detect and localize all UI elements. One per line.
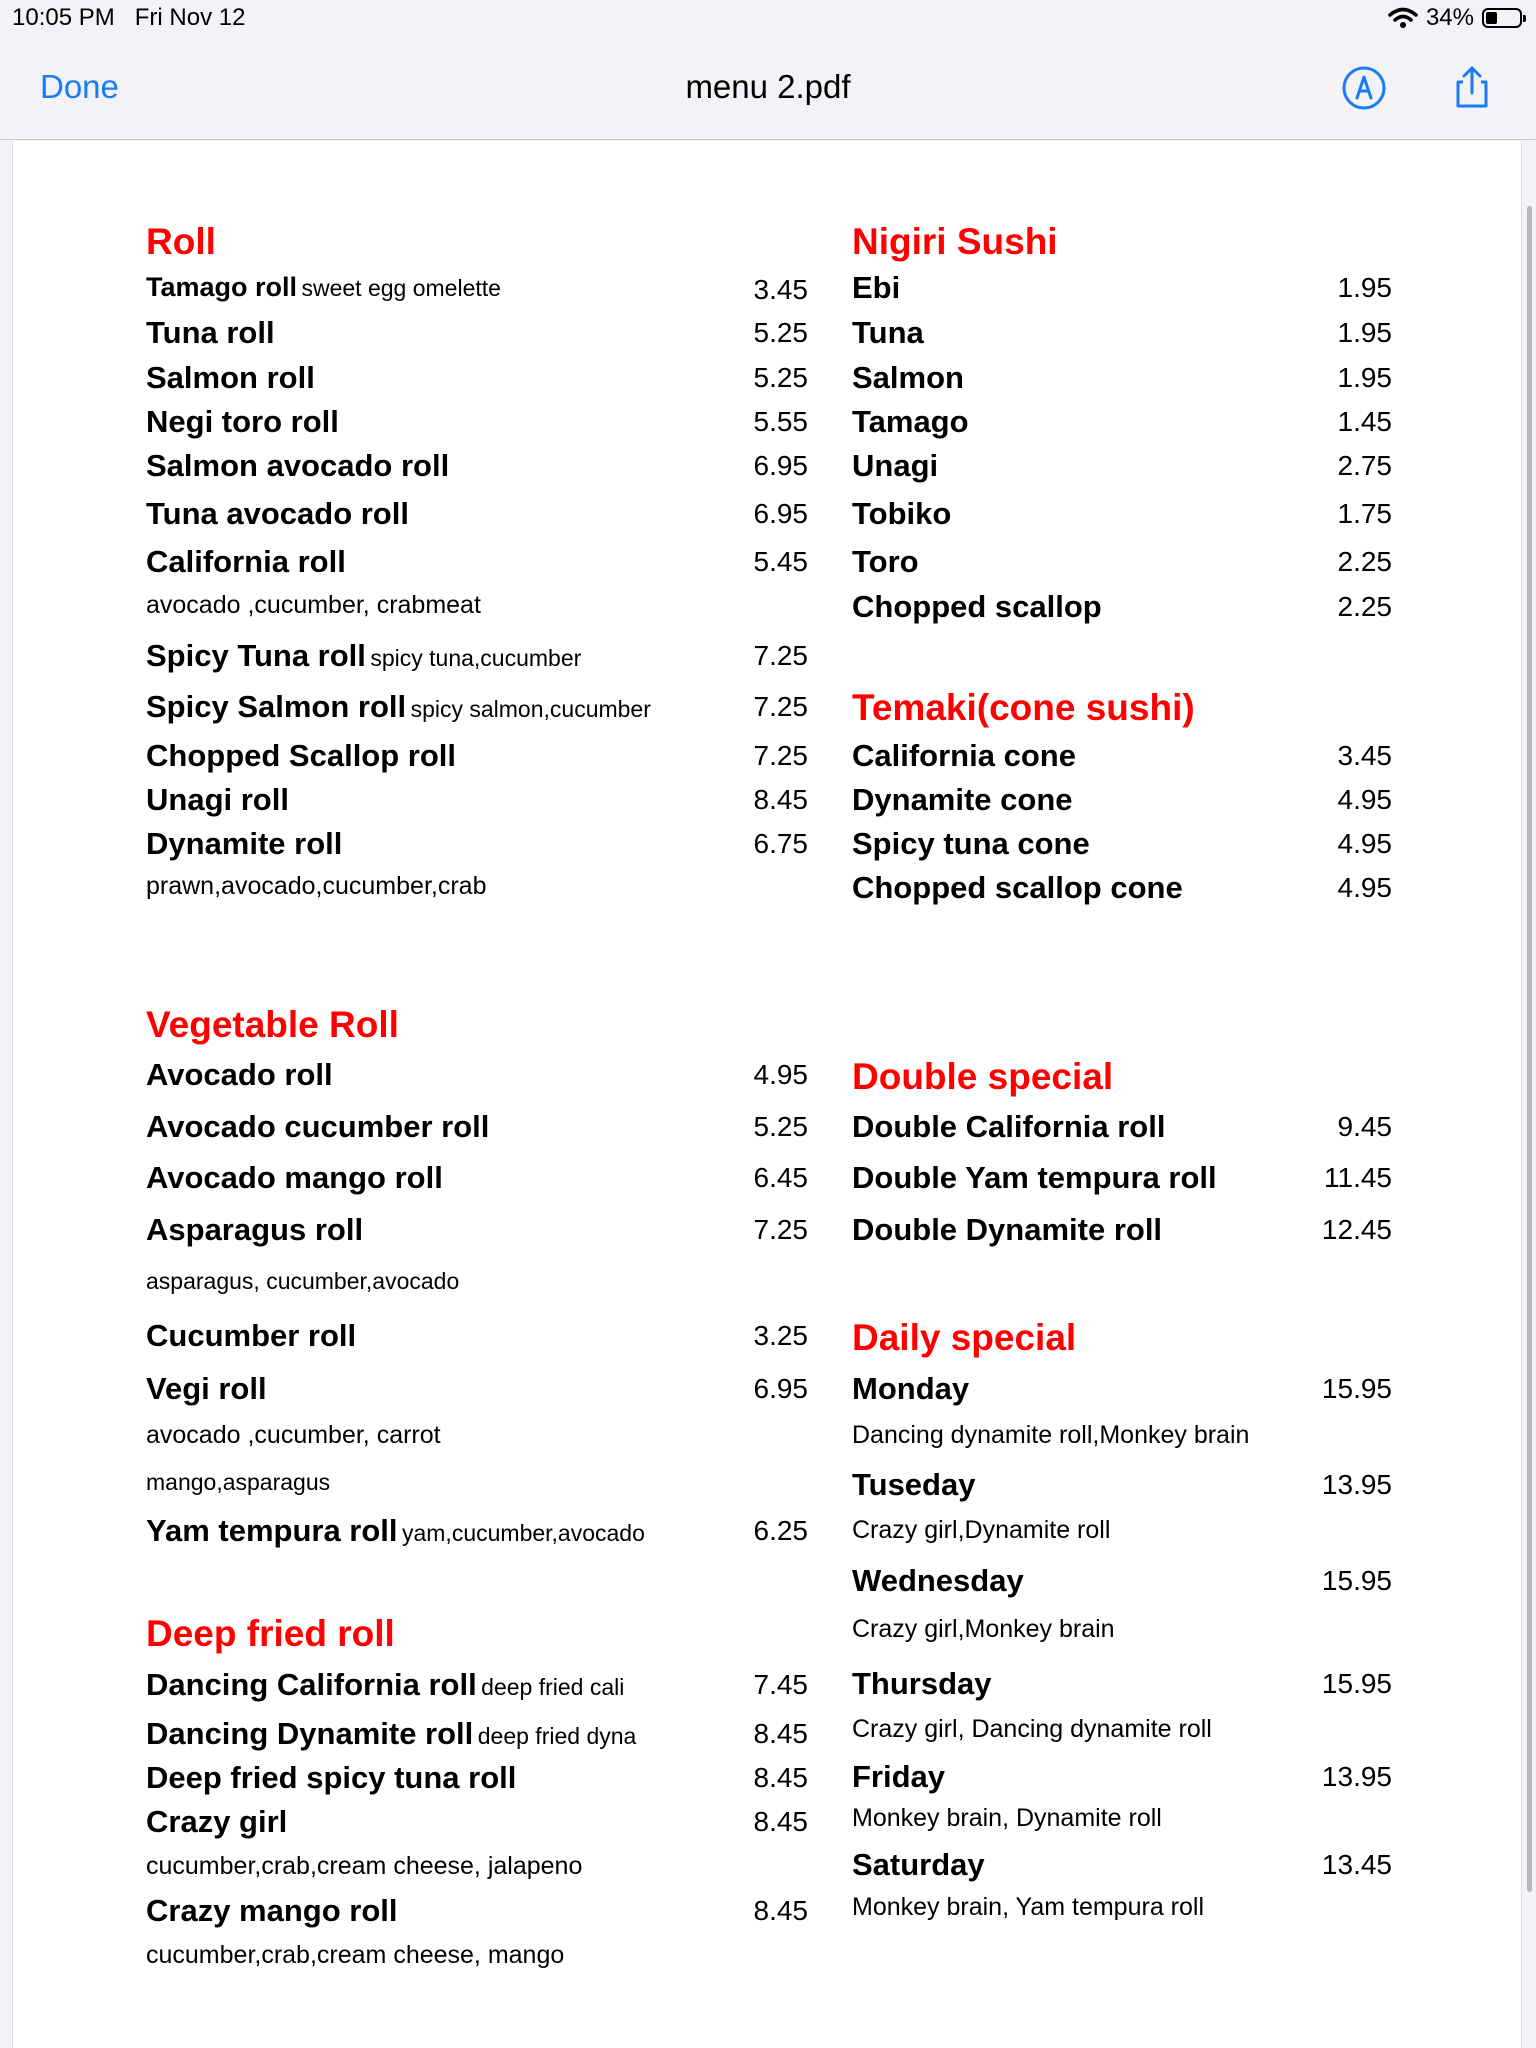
menu-item: [852, 1847, 1392, 1883]
item-price: 1.95: [1337, 362, 1392, 393]
item-name: Tuna avocado roll: [146, 496, 409, 531]
item-price: 6.95: [753, 450, 808, 481]
item-price: 6.45: [753, 1162, 808, 1193]
item-price: 1.45: [1337, 406, 1392, 437]
menu-item: [852, 496, 1392, 532]
menu-item: [146, 1716, 808, 1752]
item-price: 6.25: [753, 1515, 808, 1546]
markup-icon[interactable]: [1336, 60, 1392, 116]
item-price: 2.75: [1337, 450, 1392, 481]
item-price: 5.45: [753, 546, 808, 577]
item-name: Dynamite roll: [146, 826, 343, 861]
item-price: 7.25: [753, 640, 808, 671]
section-heading: Nigiri Sushi: [852, 221, 1058, 262]
item-price: 15.95: [1321, 1668, 1392, 1699]
item-description: cucumber,crab,cream cheese, jalapeno: [146, 1852, 583, 1880]
item-name: Spicy Tuna roll: [146, 638, 366, 673]
section-heading: Deep fried roll: [146, 1613, 395, 1654]
battery-icon: [1482, 8, 1522, 28]
item-name: Crazy girl: [146, 1804, 288, 1839]
item-name: Chopped scallop cone: [852, 870, 1183, 905]
menu-item: [146, 689, 808, 725]
item-price: 12.45: [1321, 1214, 1392, 1245]
item-name: Friday: [852, 1759, 946, 1794]
item-price: 8.45: [753, 1895, 808, 1926]
item-price: 4.95: [753, 1059, 808, 1090]
item-price: 3.45: [753, 274, 808, 305]
item-name: Tobiko: [852, 496, 952, 531]
menu-item: [146, 638, 808, 674]
menu-item: [146, 1160, 808, 1196]
item-name: Dancing California roll: [146, 1667, 477, 1702]
item-price: 4.95: [1337, 784, 1392, 815]
item-price: 5.25: [753, 1111, 808, 1142]
wifi-icon: [1388, 7, 1418, 29]
item-description: Monkey brain, Dynamite roll: [852, 1804, 1162, 1832]
item-name: Avocado mango roll: [146, 1160, 443, 1195]
item-name: Vegi roll: [146, 1371, 267, 1406]
menu-item: [146, 826, 808, 862]
item-description: Dancing dynamite roll,Monkey brain: [852, 1421, 1250, 1449]
item-name: Cucumber roll: [146, 1318, 357, 1353]
menu-item: [852, 404, 1392, 440]
item-name: Tuna roll: [146, 315, 275, 350]
item-name: Wednesday: [852, 1563, 1024, 1598]
menu-item: [146, 315, 808, 351]
menu-item: [146, 782, 808, 818]
item-name: Deep fried spicy tuna roll: [146, 1760, 517, 1795]
item-price: 2.25: [1337, 591, 1392, 622]
menu-item: [852, 1109, 1392, 1145]
share-icon[interactable]: [1444, 60, 1500, 116]
menu-item: [146, 1212, 808, 1248]
item-price: 5.25: [753, 317, 808, 348]
menu-item: [146, 496, 808, 532]
item-name: Spicy tuna cone: [852, 826, 1090, 861]
menu-item: [146, 1893, 808, 1929]
item-inline-description: sweet egg omelette: [301, 275, 501, 301]
menu-item: [146, 1804, 808, 1840]
battery-percent: 34%: [1425, 4, 1474, 31]
item-name: Chopped Scallop roll: [146, 738, 457, 773]
section-heading: Double special: [852, 1056, 1114, 1097]
item-name: Saturday: [852, 1847, 985, 1882]
status-date: Fri Nov 12: [134, 4, 246, 31]
item-price: 15.95: [1321, 1373, 1392, 1404]
menu-item: [146, 1318, 808, 1354]
item-price: 13.95: [1321, 1469, 1392, 1500]
navigation-bar: [0, 40, 1536, 140]
item-description: Crazy girl,Dynamite roll: [852, 1516, 1111, 1544]
document-title: menu 2.pdf: [685, 68, 851, 105]
section-heading: Roll: [146, 221, 216, 262]
item-name: Thursday: [852, 1666, 992, 1701]
item-price: 4.95: [1337, 872, 1392, 903]
item-name: Unagi: [852, 448, 939, 483]
menu-item: [852, 870, 1392, 906]
item-name: Yam tempura roll: [146, 1513, 398, 1548]
menu-item: [852, 1563, 1392, 1599]
item-price: 6.75: [753, 828, 808, 859]
menu-item: [146, 1760, 808, 1796]
item-name: Salmon avocado roll: [146, 448, 450, 483]
section-heading: Vegetable Roll: [146, 1004, 399, 1045]
menu-item: [146, 1667, 808, 1703]
menu-item: [146, 448, 808, 484]
item-name: Tuseday: [852, 1467, 976, 1502]
menu-item: [852, 782, 1392, 818]
done-button[interactable]: Done: [40, 68, 119, 105]
item-description: Crazy girl,Monkey brain: [852, 1615, 1115, 1643]
item-price: 1.95: [1337, 272, 1392, 303]
menu-item: [146, 404, 808, 440]
item-name: Salmon roll: [146, 360, 315, 395]
item-name: Avocado cucumber roll: [146, 1109, 490, 1144]
menu-item: [146, 1371, 808, 1407]
status-indicators: [1388, 4, 1522, 32]
status-time: [12, 4, 245, 32]
menu-item: [852, 589, 1392, 625]
scrollbar[interactable]: [1527, 206, 1532, 1892]
item-description: asparagus, cucumber,avocado: [146, 1268, 460, 1294]
item-inline-description: deep fried dyna: [477, 1723, 637, 1749]
pdf-page[interactable]: [12, 141, 1522, 2048]
item-price: 8.45: [753, 784, 808, 815]
item-price: 13.95: [1321, 1761, 1392, 1792]
item-price: 4.95: [1337, 828, 1392, 859]
item-price: 7.25: [753, 691, 808, 722]
item-description: avocado ,cucumber, crabmeat: [146, 591, 481, 619]
item-inline-description: yam,cucumber,avocado: [401, 1520, 645, 1546]
item-price: 8.45: [753, 1806, 808, 1837]
menu-item: [852, 1467, 1392, 1503]
item-inline-description: deep fried cali: [481, 1674, 625, 1700]
item-description: cucumber,crab,cream cheese, mango: [146, 1941, 565, 1969]
status-bar: [0, 0, 1536, 40]
item-name: Double California roll: [852, 1109, 1166, 1144]
item-description: mango,asparagus: [146, 1469, 331, 1495]
item-name: Tamago: [852, 404, 969, 439]
item-name: Tamago roll: [146, 272, 298, 302]
item-price: 1.95: [1337, 317, 1392, 348]
menu-item: [146, 1513, 808, 1549]
menu-item: [852, 1371, 1392, 1407]
item-price: 8.45: [753, 1718, 808, 1749]
item-price: 7.25: [753, 1214, 808, 1245]
menu-item: [852, 1212, 1392, 1248]
item-name: Monday: [852, 1371, 970, 1406]
status-clock: 10:05 PM: [12, 4, 115, 31]
item-name: Tuna: [852, 315, 924, 350]
menu-item: [146, 272, 808, 303]
item-name: Dancing Dynamite roll: [146, 1716, 474, 1751]
item-price: 15.95: [1321, 1565, 1392, 1596]
item-description: avocado ,cucumber, carrot: [146, 1421, 441, 1449]
item-price: 5.55: [753, 406, 808, 437]
item-name: Toro: [852, 544, 919, 579]
menu-item: [852, 315, 1392, 351]
menu-item: [852, 738, 1392, 774]
item-name: Dynamite cone: [852, 782, 1073, 817]
menu-item: [852, 1666, 1392, 1702]
item-name: Asparagus roll: [146, 1212, 364, 1247]
menu-item: [852, 1160, 1392, 1196]
item-name: Chopped scallop: [852, 589, 1102, 624]
item-price: 7.25: [753, 740, 808, 771]
menu-item: [146, 544, 808, 580]
item-name: Double Yam tempura roll: [852, 1160, 1217, 1195]
item-price: 3.45: [1337, 740, 1392, 771]
menu-item: [146, 738, 808, 774]
menu-item: [852, 826, 1392, 862]
menu-item: [852, 448, 1392, 484]
item-inline-description: spicy tuna,cucumber: [370, 645, 582, 671]
menu-item: [852, 1759, 1392, 1795]
item-name: Spicy Salmon roll: [146, 689, 407, 724]
menu-item: [852, 270, 1392, 306]
item-name: Double Dynamite roll: [852, 1212, 1163, 1247]
item-name: Ebi: [852, 270, 901, 305]
item-name: Salmon: [852, 360, 964, 395]
item-price: 11.45: [1324, 1162, 1392, 1193]
item-price: 5.25: [753, 362, 808, 393]
item-name: California cone: [852, 738, 1076, 773]
item-price: 6.95: [753, 1373, 808, 1404]
menu-item: [146, 1109, 808, 1145]
item-name: Unagi roll: [146, 782, 289, 817]
item-name: California roll: [146, 544, 346, 579]
section-heading: Temaki(cone sushi): [852, 687, 1195, 728]
menu-item: [146, 360, 808, 396]
menu-item: [146, 1057, 808, 1093]
item-price: 1.75: [1337, 498, 1392, 529]
item-description: prawn,avocado,cucumber,crab: [146, 872, 487, 900]
item-description: Monkey brain, Yam tempura roll: [852, 1893, 1205, 1921]
item-price: 9.45: [1337, 1111, 1392, 1142]
item-name: Negi toro roll: [146, 404, 339, 439]
item-price: 7.45: [753, 1669, 808, 1700]
item-name: Crazy mango roll: [146, 1893, 398, 1928]
item-price: 13.45: [1321, 1849, 1392, 1880]
section-heading: Daily special: [852, 1317, 1077, 1358]
item-price: 8.45: [753, 1762, 808, 1793]
item-inline-description: spicy salmon,cucumber: [410, 696, 651, 722]
item-price: 2.25: [1337, 546, 1392, 577]
menu-item: [852, 360, 1392, 396]
item-price: 3.25: [753, 1320, 808, 1351]
menu-item: [852, 544, 1392, 580]
item-description: Crazy girl, Dancing dynamite roll: [852, 1715, 1212, 1743]
item-price: 6.95: [753, 498, 808, 529]
item-name: Avocado roll: [146, 1057, 333, 1092]
